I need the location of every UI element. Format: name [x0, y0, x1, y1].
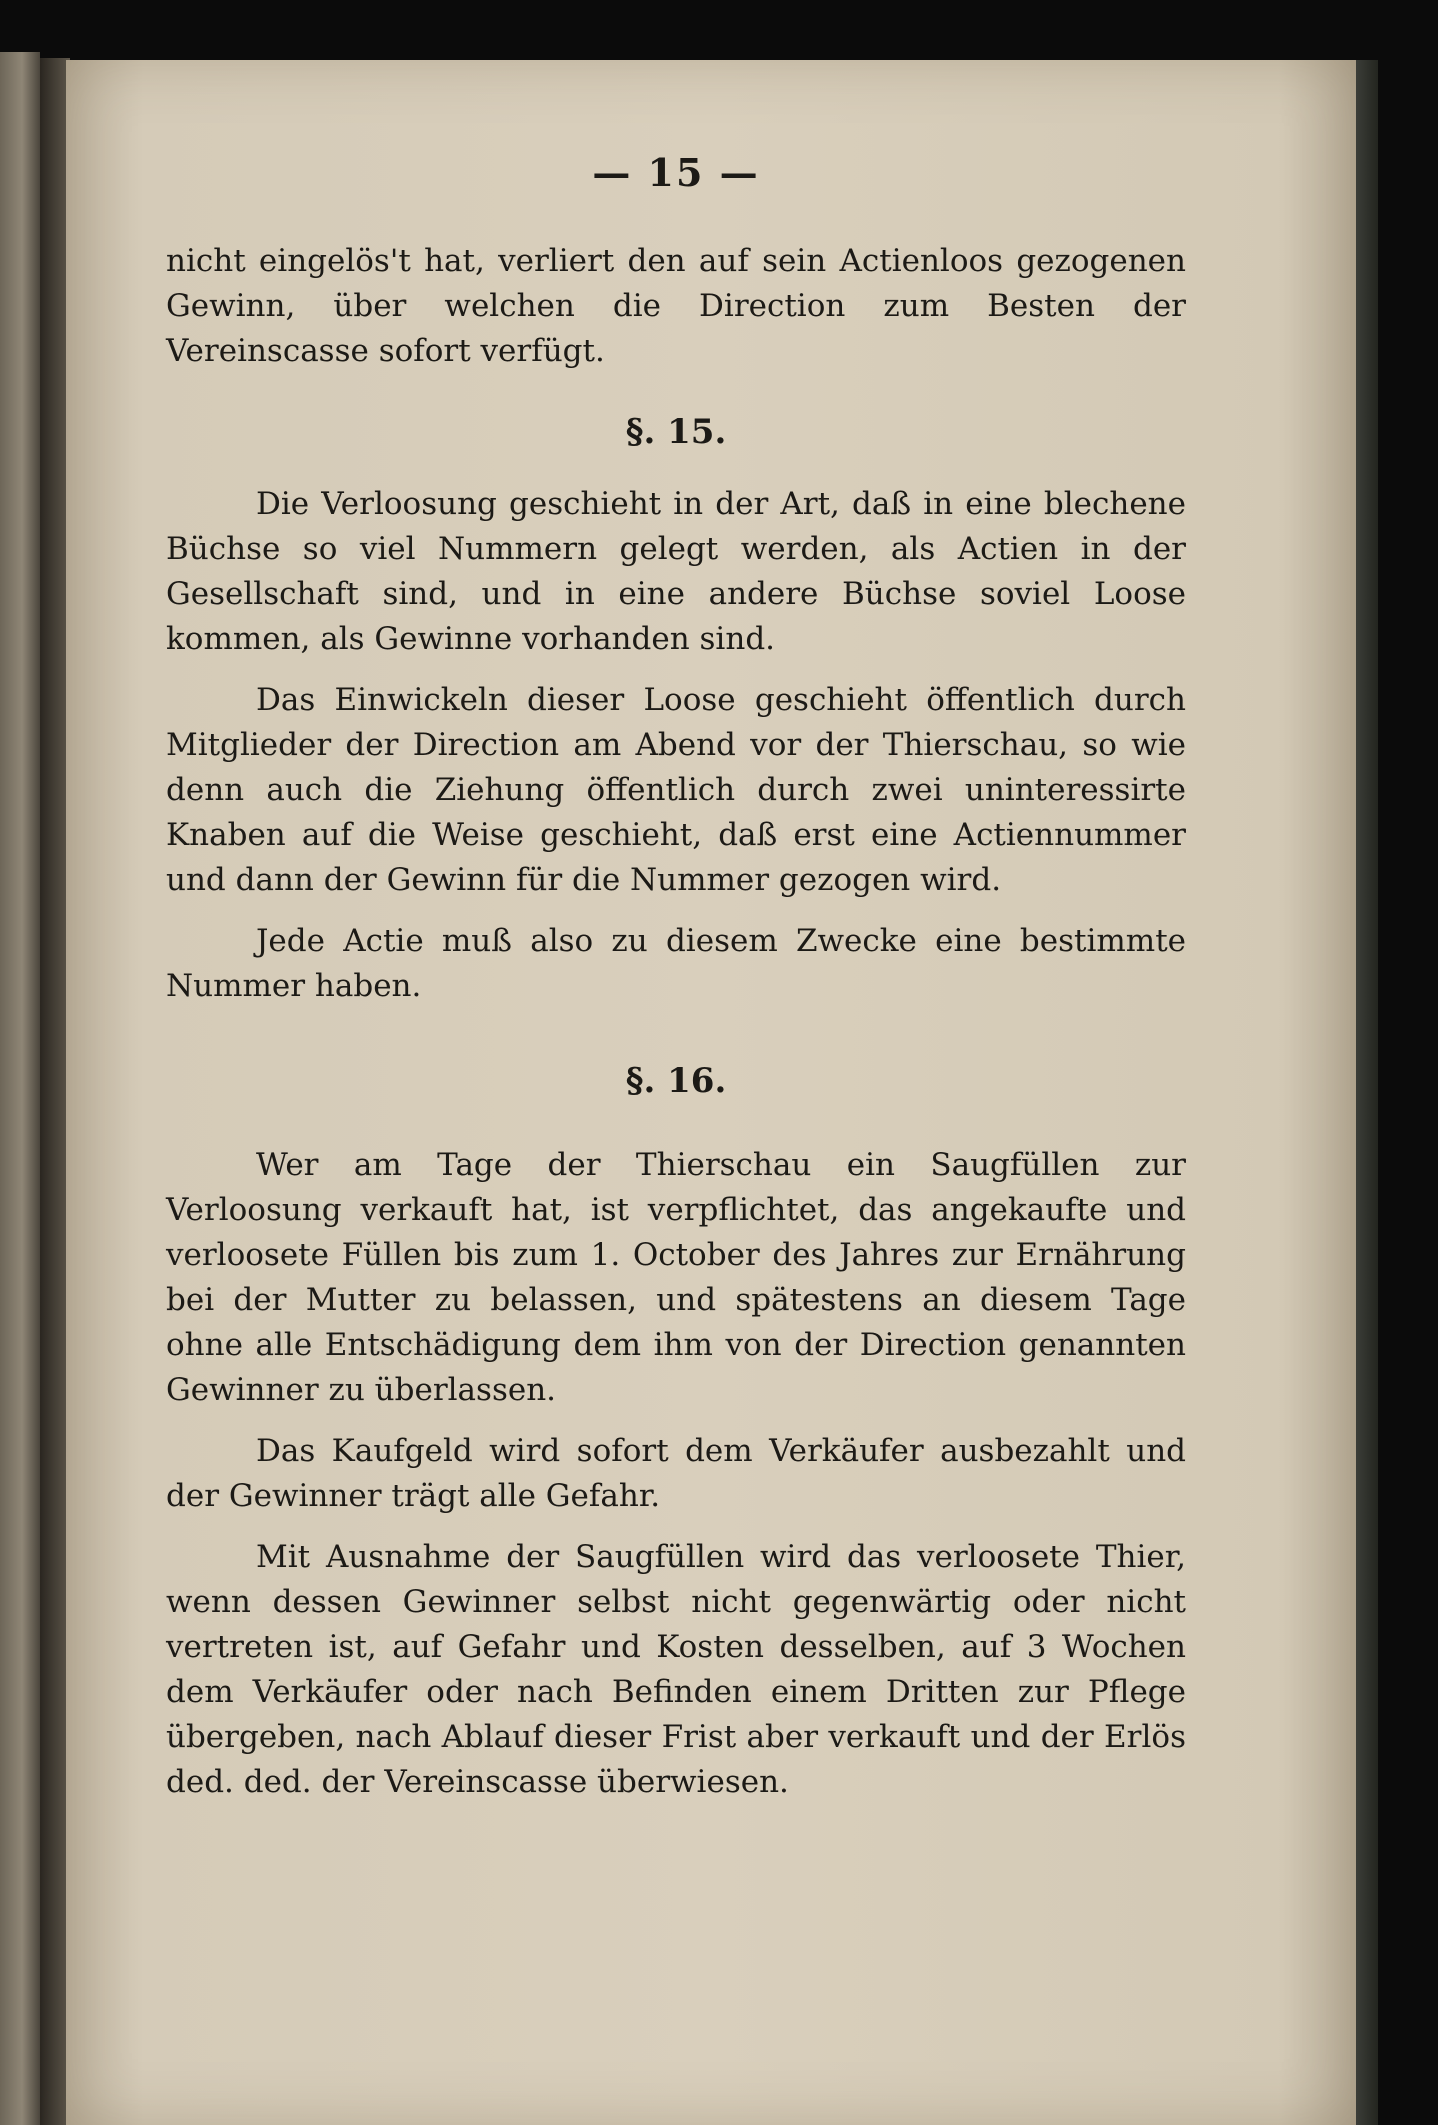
section-15-paragraph-2: Das Einwickeln dieser Loose geschieht öffentlich durch Mitglieder der Direction am Abend vor der Thierschau, so wie denn auch die Ziehung öffentlich durch zwei uninteressirte Knaben auf die Weise geschieht, daß erst eine Actiennummer und dann der Gewinn für die Nummer gezogen wird.	[166, 682, 1186, 898]
book-cover-edge	[1356, 60, 1378, 2125]
facing-page-edge	[0, 52, 40, 2125]
section-15-heading: §. 15.	[625, 412, 727, 452]
section-16-paragraph-2: Das Kaufgeld wird sofort dem Verkäufer ausbezahlt und der Gewinner trägt alle Gefahr.	[166, 1433, 1186, 1514]
page-number: — 15 —	[592, 150, 760, 195]
section-15-paragraph-1: Die Verloosung geschieht in der Art, daß in eine blechene Büchse so viel Nummern gelegt werden, als Actien in der Gesellschaft sind, und in eine andere Büchse soviel Loose kommen, als Gewinne vorhanden sind.	[166, 486, 1186, 657]
section-15-paragraph-3: Jede Actie muß also zu diesem Zwecke eine bestimmte Nummer haben.	[166, 923, 1186, 1004]
continuation-paragraph: nicht eingelös't hat, verliert den auf sein Actienloos gezogenen Gewinn, über welchen die Direction zum Besten der Vereinscasse sofort verfügt.	[166, 243, 1186, 369]
section-16-heading: §. 16.	[625, 1061, 727, 1101]
section-16-paragraph-3: Mit Ausnahme der Saugfüllen wird das verloosete Thier, wenn dessen Gewinner selbst nicht gegenwärtig oder nicht vertreten ist, auf Gefahr und Kosten desselben, auf 3 Wochen dem Verkäufer oder nach Befinden einem Dritten zur Pflege übergeben, nach Ablauf dieser Frist aber verkauft und der Erlös ded. ded. der Vereinscasse überwiesen.	[166, 1539, 1186, 1800]
page-text	[166, 150, 1186, 1805]
section-16-paragraph-1: Wer am Tage der Thierschau ein Saugfüllen zur Verloosung verkauft hat, ist verpflichtet, das angekaufte und verloosete Füllen bis zum 1. October des Jahres zur Ernährung bei der Mutter zu belassen, und spätestens an diesem Tage ohne alle Entschädigung dem ihm von der Direction genannten Gewinner zu überlassen.	[166, 1147, 1186, 1408]
